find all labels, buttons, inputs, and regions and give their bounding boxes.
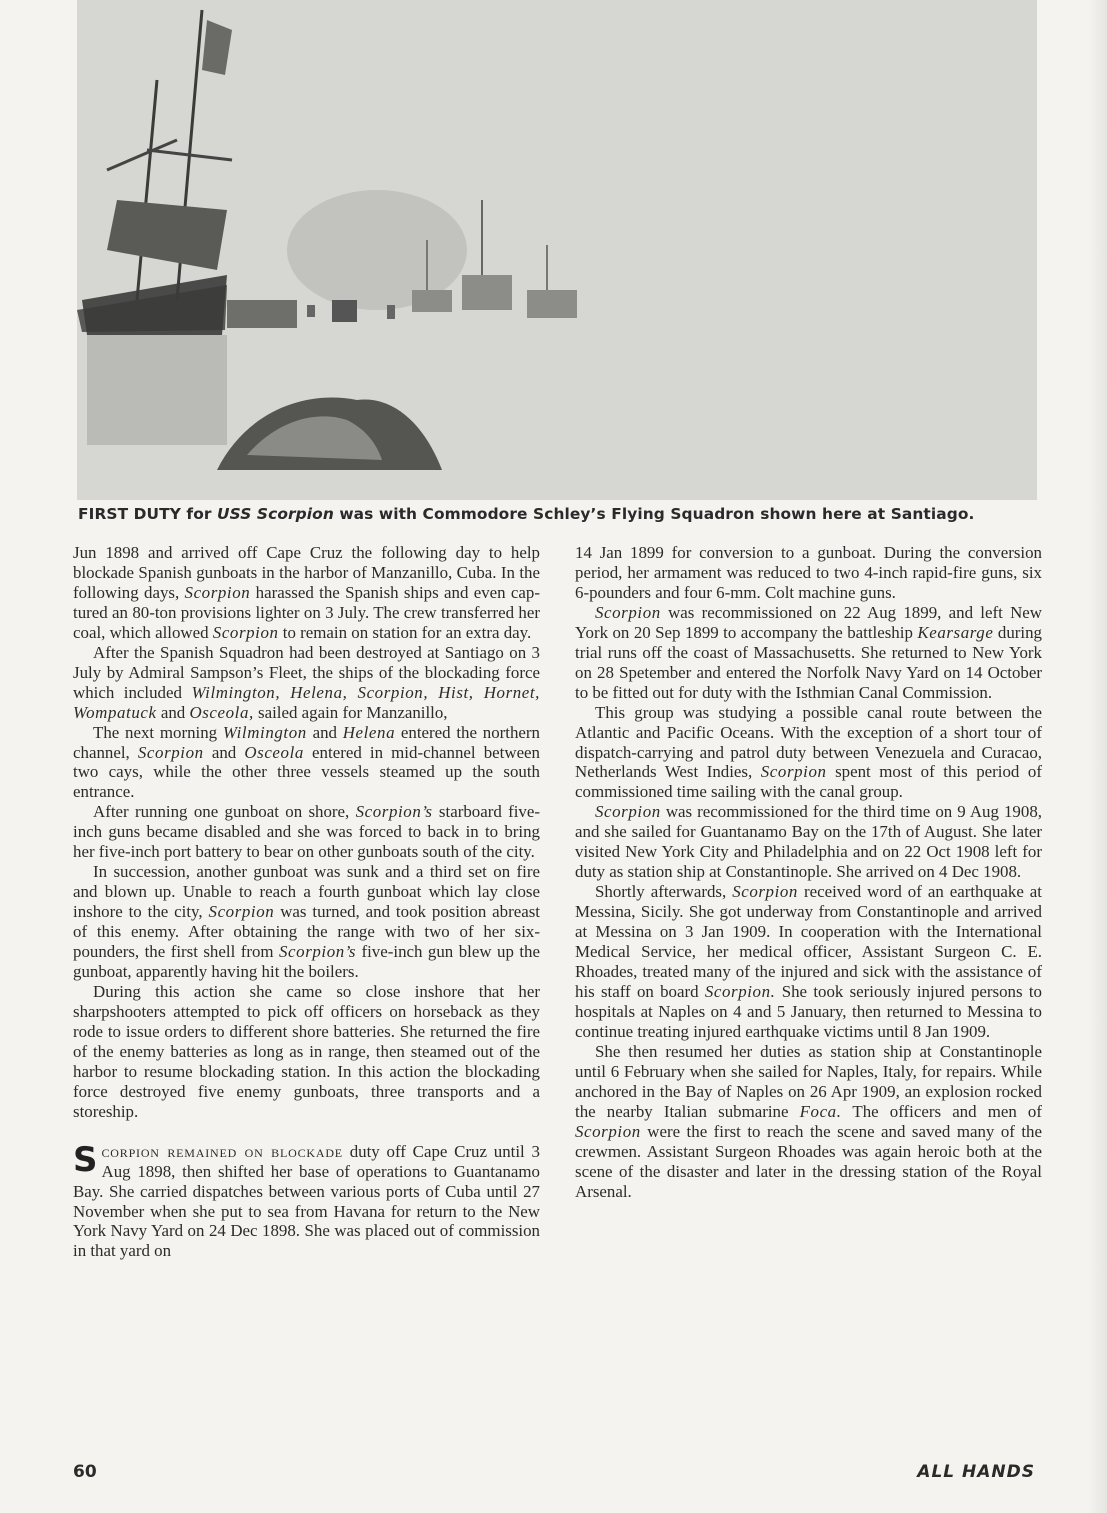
caption-lead: FIRST DUTY	[78, 505, 181, 523]
small-caps-lead: corpion remained on blockade	[101, 1141, 343, 1161]
ship-name: Scorpion’s	[355, 802, 433, 822]
ship-name: Wilmington, Helena, Scorpion, Hist, Hornet, Wompatuck	[73, 682, 540, 722]
paragraph: Scorpion was recommissioned on 22 Aug 1899, and left New York on 20 Sep 1899 to accompany the battleship Kearsarge during trial runs off the coast of Massachusetts. She returned to New York on 28 Spetember and entered the Norfolk Navy Yard on 14 October to be fitted out for duty with the Isthmian Canal Commission.	[575, 602, 1043, 702]
ship-name: Wilmington	[222, 722, 307, 742]
paragraph: She then resumed her duties as station ship at Constantinople until 6 February when she sailed for Naples, Italy, for repairs. While anchored in the Bay of Naples on 26 Apr 1909, an explosion rocked the nearby Italian submarine Foca. The officers and men of Scorpion were the first to reach the scene and saved many of the crewmen. Assistant Surgeon Rhoades was again heroic both at the scene of the disaster and later in the dressing station of the Royal Arsenal.	[575, 1041, 1042, 1201]
paragraph: 14 Jan 1899 for conversion to a gunboat. During the conversion period, her armament was reduced to two 4-inch rapid-fire guns, six 6-pounders and four 6-mm. Colt machine guns.	[575, 543, 1042, 602]
drop-cap: S	[73, 1139, 98, 1180]
ship-name: Scorpion	[212, 622, 279, 642]
paragraph: This group was studying a possible canal route between the Atlantic and Pacific Oceans. With the exception of a short tour of dispatch-carrying and patrol duty between Venezuela and Curacao, Netherlands West Indies, Scorpion spent most of this period of commissioned time sailing with the canal group.	[575, 702, 1042, 802]
paragraph: Scorpion was recommissioned for the third time on 9 Aug 1908, and she sailed for Guantanamo Bay on the 17th of August. She later visited New York City and Philadelphia and on 22 Oct 1908 left for duty as station ship at Constantinople. She arrived on 4 Dec 1908.	[575, 802, 1042, 882]
paragraph: In succession, another gunboat was sunk and a third set on fire and blown up. Unable to reach a fourth gunboat which lay close inshore to the city, Scorpion was turned, and took position abreast of this enemy. After obtaining the range with two of her six-pounders, the first shell from Scorpion’s five-inch gun blew up the gunboat, apparently having hit the boilers.	[73, 862, 541, 982]
warship-painting-icon	[77, 0, 1037, 500]
ship-name: Kearsarge	[917, 622, 994, 642]
ship-name: Osceola,	[189, 702, 254, 722]
right-text-column	[575, 543, 1042, 1201]
ship-name: Scorpion	[595, 602, 661, 622]
magazine-title: ALL HANDS	[917, 1462, 1035, 1482]
ship-name: Osceola	[244, 742, 304, 762]
ship-name: Scorpion.	[704, 981, 776, 1001]
ship-name: Scorpion	[732, 882, 798, 902]
ship-name: Scorpion	[595, 802, 661, 822]
paragraph: After the Spanish Squadron had been destroyed at Santiago on 3 July by Admiral Sampson’s Fleet, the ships of the blockading force which included Wilmington, Helena, Scorpion, Hist, Hornet, Wompatuck and Osceola, sailed again for Manzanillo,	[73, 642, 540, 722]
paragraph: During this action she came so close inshore that her sharpshooters attempted to pick off officers on horseback as they rode to issue orders to different shore batteries. She returned the fire of the enemy batteries as long as in range, then steamed out of the harbor to resume blockading station. In this action the blockading force destroyed five enemy gunboats, three transports and a storeship.	[73, 981, 540, 1121]
ship-name: Scorpion	[184, 582, 251, 602]
paragraph: Shortly afterwards, Scorpion received word of an earthquake at Messina, Sicily. She got underway from Constantinople and arrived at Messina on 3 Jan 1909. In cooperation with the International Medical Service, her medical officer, Assistant Surgeon C. E. Rhoades, treated many of the injured and sick with the assistance of his staff on board Scorpion. She took seriously injured persons to hospitals at Naples on 4 and 5 January, then returned to Messina to continue treating injured earthquake victims until 8 Jan 1909.	[575, 882, 1042, 1041]
ship-name: Scorpion’s	[279, 942, 357, 962]
page-edge	[1089, 0, 1107, 1513]
ship-name: Scorpion	[208, 902, 275, 922]
ship-name: Scorpion	[137, 742, 204, 762]
ship-name: Helena	[342, 722, 396, 742]
illustration-caption: FIRST DUTY for USS Scorpion was with Commodore Schley’s Flying Squadron shown here at Santiago.	[78, 505, 975, 523]
paragraph: Jun 1898 and arrived off Cape Cruz the following day to help blockade Spanish gunboats in the harbor of Manzanillo, Cuba. In the following days, Scorpion harassed the Spanish ships and even captured an 80-ton provisions lighter on 3 July. The crew transferred her coal, which allowed Scorpion to remain on station for an extra day.	[73, 543, 540, 642]
page-number: 60	[73, 1462, 97, 1482]
squadron-illustration	[77, 0, 1037, 500]
ship-name: Scorpion	[575, 1121, 641, 1141]
caption-ship-name: USS Scorpion	[217, 505, 334, 523]
ship-name: Scorpion	[760, 762, 827, 782]
left-text-column	[73, 543, 540, 1261]
paragraph: The next morning Wilmington and Helena entered the northern channel, Scorpion and Osceola entered in mid-channel between two cays, while the other three vessels steamed up the south entrance.	[73, 722, 541, 802]
paragraph: After running one gunboat on shore, Scorpion’s starboard five-inch guns became disabled and she was forced to back in to bring her five-inch port battery to bear on other gunboats south of the city.	[73, 802, 540, 862]
ship-name: Foca.	[799, 1101, 842, 1121]
section-paragraph: Scorpion remained on blockade duty off Cape Cruz until 3 Aug 1898, then shifted her base of operations to Guantanamo Bay. She carried dispatches between various ports of Cuba until 27 November when she put to sea from Havana for return to the New York Navy Yard on 24 Dec 1898. She was placed out of commission in that yard on	[73, 1139, 540, 1261]
